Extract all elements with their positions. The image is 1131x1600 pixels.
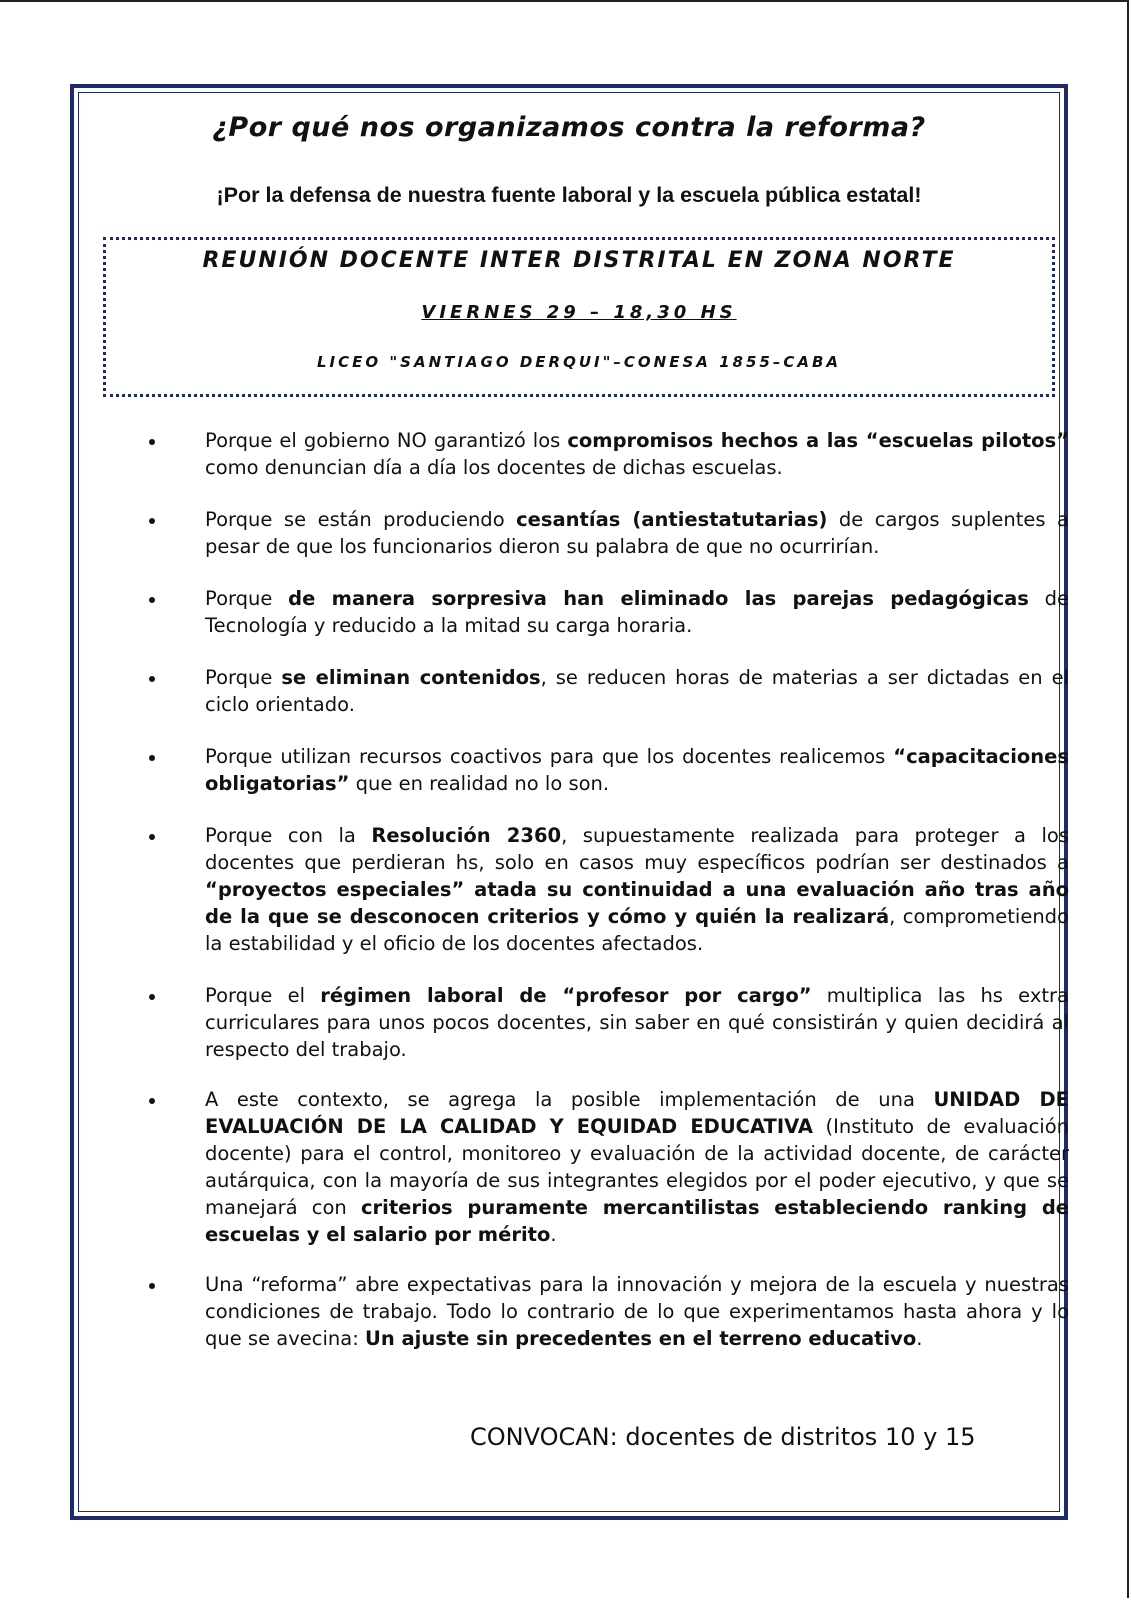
text-emphasis: Resolución 2360 (371, 824, 562, 847)
bullet-dot (149, 597, 155, 603)
list-item (205, 822, 1069, 957)
text-run: . (916, 1327, 923, 1350)
convocan-signature: CONVOCAN: docentes de distritos 10 y 15 (470, 1423, 976, 1451)
text-run: como denuncian día a día los docentes de dichas escuelas. (205, 456, 783, 479)
text-emphasis: “proyectos especiales” atada su continuidad a una evaluación año tras año de la que se desconocen criterios y cómo y quién la realizará (205, 878, 1069, 928)
meeting-title: REUNIÓN DOCENTE INTER DISTRITAL EN ZONA NORTE (202, 248, 956, 273)
text-run: Porque el (205, 984, 321, 1007)
text-run: (Instituto de evaluación docente) para el control, monitoreo y evaluación de la actividad docente, de carácter autárquica, con la mayoría de sus integrantes elegidos por el poder ejecutivo, y que se manejará con (205, 1115, 1069, 1219)
text-run: Porque (205, 587, 289, 610)
text-emphasis: “capacitaciones obligatorias” (205, 745, 1069, 795)
text-run: , supuestamente realizada para proteger a los docentes que perdieran hs, solo en casos muy específicos podrían ser destinados a (205, 824, 1069, 874)
document-title: ¿Por qué nos organizamos contra la reforma? (212, 112, 926, 143)
bullet-dot (149, 755, 155, 761)
bullet-dot (149, 994, 155, 1000)
text-run: que en realidad no lo son. (349, 772, 610, 795)
text-run: Una “reforma” abre expectativas para la innovación y mejora de la escuela y nuestras condiciones de trabajo. Todo lo contrario de lo que experimentamos hasta ahora y lo que se avecina: (205, 1273, 1069, 1350)
list-item (205, 585, 1069, 639)
text-emphasis: UNIDAD DE EVALUACIÓN DE LA CALIDAD Y EQUIDAD EDUCATIVA (205, 1088, 1069, 1138)
bullet-dot (149, 439, 155, 445)
meeting-date: VIERNES 29 – 18,30 HS (421, 302, 737, 323)
text-run: Porque (205, 666, 282, 689)
list-item (205, 506, 1069, 560)
list-item (205, 1271, 1069, 1352)
text-run: , comprometiendo la estabilidad y el oficio de los docentes afectados. (205, 905, 1069, 955)
text-run: multiplica las hs extra curriculares para unos pocos docentes, sin saber en qué consistirán y quien decidirá al respecto del trabajo. (205, 984, 1069, 1061)
text-run: . (550, 1223, 557, 1246)
text-emphasis: compromisos hechos a las “escuelas pilotos” (567, 429, 1069, 452)
list-item (205, 743, 1069, 797)
text-run: de Tecnología y reducido a la mitad su carga horaria. (205, 587, 1070, 637)
meeting-place: LICEO "SANTIAGO DERQUI"–CONESA 1855–CABA (316, 353, 842, 371)
text-run: , se reducen horas de materias a ser dictadas en el ciclo orientado. (205, 666, 1070, 716)
list-item (205, 1086, 1069, 1248)
text-emphasis: Un ajuste sin precedentes en el terreno educativo (365, 1327, 917, 1350)
document-subtitle: ¡Por la defensa de nuestra fuente laboral y la escuela pública estatal! (216, 183, 922, 207)
text-run: Porque con la (205, 824, 372, 847)
bullet-dot (149, 1283, 155, 1289)
bullet-dot (149, 676, 155, 682)
list-item (205, 427, 1069, 481)
text-run: Porque se están produciendo (205, 508, 517, 531)
text-run: de cargos suplentes a pesar de que los funcionarios dieron su palabra de que no ocurrirían. (205, 508, 1069, 558)
list-item (205, 982, 1069, 1063)
bullet-dot (149, 834, 155, 840)
text-emphasis: se eliminan contenidos (281, 666, 541, 689)
bullet-dot (149, 1098, 155, 1104)
text-emphasis: cesantías (antiestatutarias) (516, 508, 828, 531)
text-emphasis: criterios puramente mercantilistas estableciendo ranking de escuelas y el salario por mérito (205, 1196, 1070, 1246)
bullet-dot (149, 518, 155, 524)
list-item (205, 664, 1069, 718)
text-run: A este contexto, se agrega la posible implementación de una (205, 1088, 934, 1111)
text-emphasis: de manera sorpresiva han eliminado las parejas pedagógicas (288, 587, 1029, 610)
text-run: Porque el gobierno NO garantizó los (205, 429, 568, 452)
text-run: Porque utilizan recursos coactivos para que los docentes realicemos (205, 745, 894, 768)
text-emphasis: régimen laboral de “profesor por cargo” (320, 984, 812, 1007)
